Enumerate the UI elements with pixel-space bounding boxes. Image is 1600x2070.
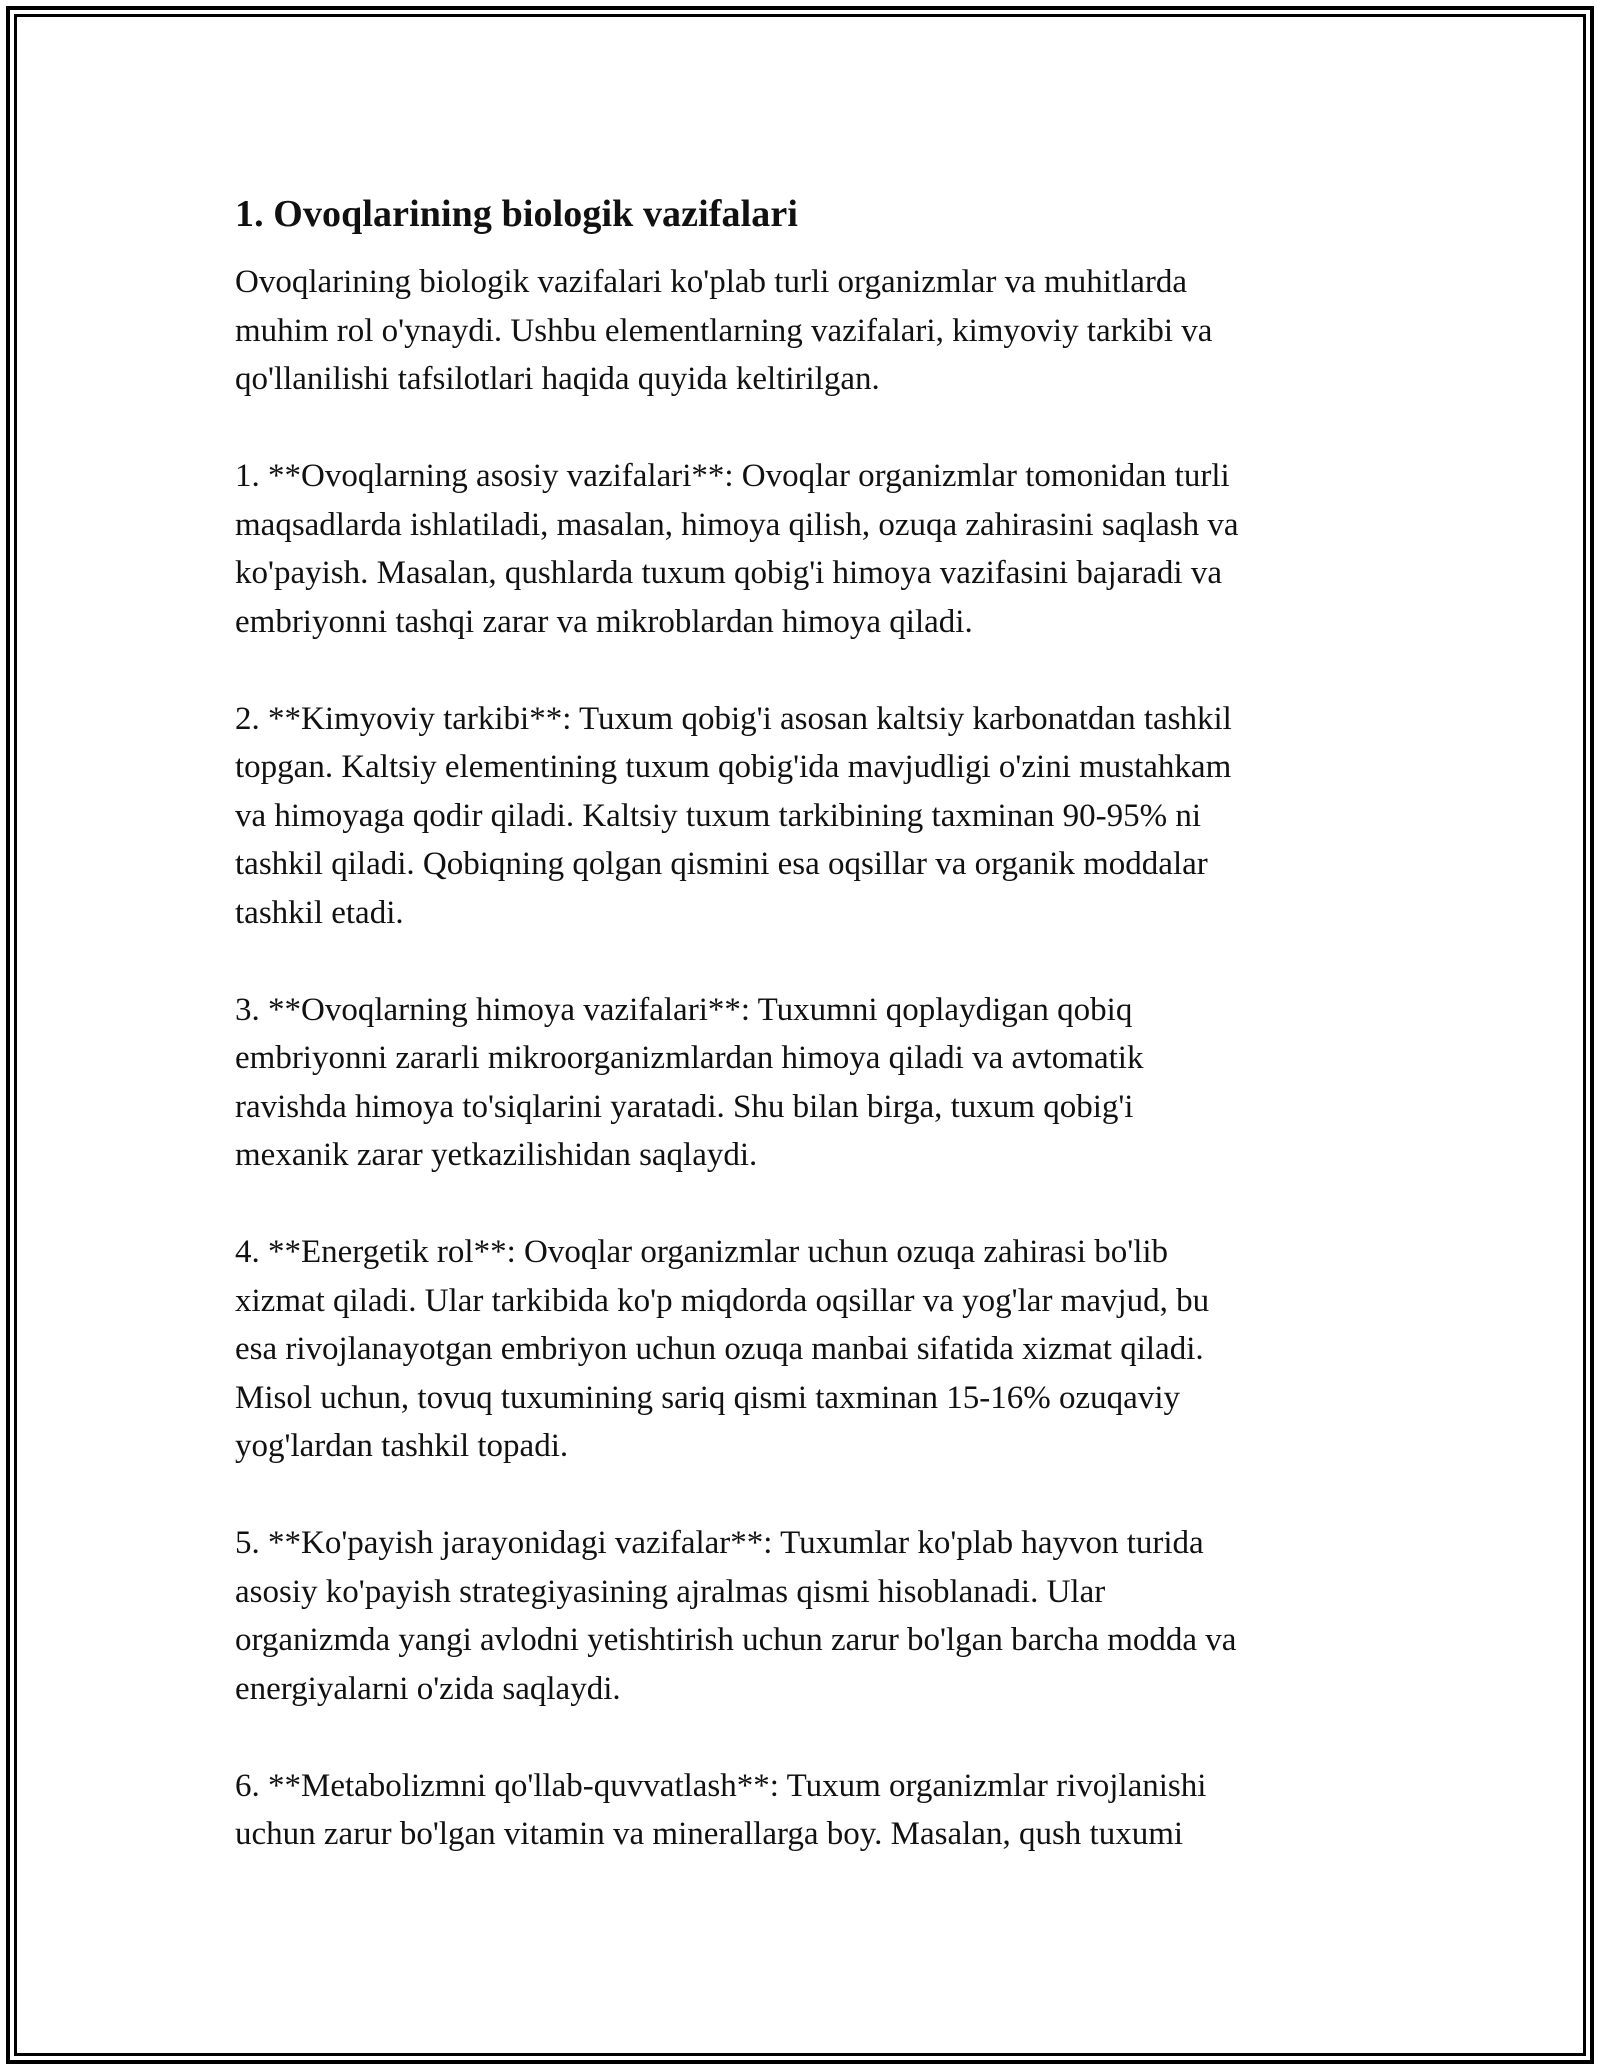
- paragraph: [235, 1228, 1370, 1471]
- paragraph-line: tashkil qiladi. Qobiqning qolgan qismini esa oqsillar va organik moddalar: [235, 846, 1208, 882]
- paragraph-line: embriyonni zararli mikroorganizmlardan himoya qiladi va avtomatik: [235, 1040, 1144, 1076]
- paragraph-line: Misol uchun, tovuq tuxumining sariq qismi taxminan 15-16% ozuqaviy: [235, 1379, 1180, 1416]
- paragraph-line: uchun zarur bo'lgan vitamin va minerallarga boy. Masalan, qush tuxumi: [235, 1816, 1184, 1852]
- paragraph-line: ravishda himoya to'siqlarini yaratadi. Shu bilan birga, tuxum qobig'i: [235, 1088, 1134, 1125]
- paragraph: [235, 986, 1370, 1180]
- page-title: 1. Ovoqlarining biologik vazifalari: [235, 193, 798, 235]
- paragraph-line: 3. **Ovoqlarning himoya vazifalari**: Tuxumni qoplaydigan qobiq: [235, 991, 1133, 1028]
- paragraph-line: esa rivojlanayotgan embriyon uchun ozuqa manbai sifatida xizmat qiladi.: [235, 1331, 1204, 1367]
- paragraph: [235, 1762, 1370, 1859]
- paragraph-line: 1. **Ovoqlarning asosiy vazifalari**: Ovoqlar organizmlar tomonidan turli: [235, 458, 1230, 494]
- paragraph-line: asosiy ko'payish strategiyasining ajralmas qismi hisoblanadi. Ular: [235, 1573, 1106, 1610]
- paragraph-line: maqsadlarda ishlatiladi, masalan, himoya qilish, ozuqa zahirasini saqlash va: [235, 506, 1239, 543]
- paragraph-line: yog'lardan tashkil topadi.: [235, 1428, 569, 1464]
- paragraph-line: embriyonni tashqi zarar va mikroblardan himoya qiladi.: [235, 603, 973, 640]
- paragraph: [235, 695, 1370, 938]
- paragraph: [235, 1519, 1370, 1713]
- paragraph-spacer: [235, 1471, 1370, 1520]
- paragraph-line: ko'payish. Masalan, qushlarda tuxum qobig'i himoya vazifasini bajaradi va: [235, 555, 1222, 591]
- paragraph-spacer: [235, 404, 1370, 453]
- paragraph-line: va himoyaga qodir qiladi. Kaltsiy tuxum tarkibining taxminan 90-95% ni: [235, 797, 1202, 834]
- paragraph-spacer: [235, 646, 1370, 695]
- paragraph-line: 6. **Metabolizmni qo'llab-quvvatlash**: Tuxum organizmlar rivojlanishi: [235, 1767, 1207, 1804]
- paragraph-line: organizmda yangi avlodni yetishtirish uchun zarur bo'lgan barcha modda va: [235, 1622, 1237, 1658]
- paragraph-line: muhim rol o'ynaydi. Ushbu elementlarning vazifalari, kimyoviy tarkibi va: [235, 312, 1213, 349]
- paragraph: [235, 452, 1370, 646]
- paragraph-line: Ovoqlarining biologik vazifalari ko'plab turli organizmlar va muhitlarda: [235, 264, 1187, 300]
- paragraph-line: tashkil etadi.: [235, 894, 404, 931]
- paragraph: [235, 258, 1370, 404]
- document-body: [235, 182, 1370, 1859]
- paragraph-spacer: [235, 937, 1370, 986]
- paragraph-line: 2. **Kimyoviy tarkibi**: Tuxum qobig'i asosan kaltsiy karbonatdan tashkil: [235, 700, 1232, 737]
- paragraph-line: qo'llanilishi tafsilotlari haqida quyida keltirilgan.: [235, 361, 880, 397]
- paragraph-spacer: [235, 1713, 1370, 1762]
- paragraph-line: energiyalarni o'zida saqlaydi.: [235, 1670, 621, 1707]
- paragraph-list: [235, 258, 1370, 1859]
- paragraph-line: xizmat qiladi. Ular tarkibida ko'p miqdorda oqsillar va yog'lar mavjud, bu: [235, 1282, 1210, 1319]
- title-spacer: [235, 246, 1370, 258]
- paragraph-line: 5. **Ko'payish jarayonidagi vazifalar**: Tuxumlar ko'plab hayvon turida: [235, 1525, 1204, 1561]
- paragraph-line: mexanik zarar yetkazilishidan saqlaydi.: [235, 1137, 758, 1173]
- paragraph-spacer: [235, 1180, 1370, 1229]
- paragraph-line: 4. **Energetik rol**: Ovoqlar organizmlar uchun ozuqa zahirasi bo'lib: [235, 1234, 1169, 1270]
- paragraph-line: topgan. Kaltsiy elementining tuxum qobig'ida mavjudligi o'zini mustahkam: [235, 749, 1232, 785]
